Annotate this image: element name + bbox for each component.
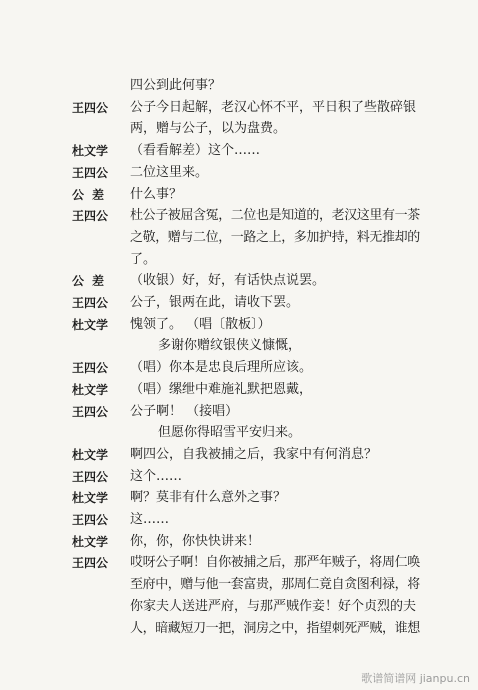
dialogue-text: 愧领了。 （唱〔散板〕）: [130, 316, 271, 332]
speaker-name: 杜文学: [72, 317, 109, 332]
speaker-name: 杜文学: [72, 144, 109, 159]
script-line: [0, 76, 478, 96]
dialogue-text: 人，暗藏短刀一把，洞房之中，指望刺死严贼，谁想: [130, 620, 420, 636]
dialogue-text: 啊四公，自我被捕之后，我家中有何消息？: [130, 446, 378, 462]
dialogue-text: 之敬，赠与二位，一路之上，多加护持，料无推却的: [130, 229, 420, 245]
script-line: [0, 228, 478, 248]
speaker-name: 王四公: [72, 209, 109, 224]
script-line: [0, 380, 478, 400]
dialogue-text: 公子今日起解，老汉心怀不平，平日积了些散碎银: [130, 99, 417, 115]
speaker-name: 王四公: [72, 404, 109, 419]
script-line: [0, 141, 478, 161]
script-line: [0, 402, 478, 422]
speaker-name: 王四公: [72, 469, 109, 484]
dialogue-text: 这……: [130, 512, 170, 527]
script-line: [0, 98, 478, 118]
script-line: [0, 163, 478, 183]
dialogue-text: 二位这里来。: [130, 164, 209, 180]
speaker-name: 王四公: [72, 556, 109, 571]
script-line: [0, 619, 478, 639]
site-watermark: 歌谱简谱网 jianpu.cn: [361, 672, 470, 685]
script-line: [0, 488, 478, 508]
script-line: [0, 423, 478, 443]
dialogue-text: 这个……: [130, 468, 183, 484]
dialogue-text: 多谢你赠纹银侠义慷慨，: [158, 338, 302, 354]
speaker-name: 公差: [72, 187, 113, 202]
speaker-name: 王四公: [72, 296, 109, 310]
dialogue-text: （收银）好，好，有话快点说罢。: [130, 273, 326, 289]
dialogue-text: 公子，银两在此，请收下罢。: [130, 295, 300, 310]
dialogue-text: （唱）你本是忠良后理所应该。: [130, 360, 313, 376]
script-line: [0, 206, 478, 226]
dialogue-text: 啊？莫非有什么意外之事？: [130, 490, 287, 506]
script-line: [0, 510, 478, 530]
speaker-name: 王四公: [72, 165, 109, 180]
dialogue-text: 了。: [130, 251, 157, 267]
dialogue-text: 什么事？: [130, 186, 183, 202]
dialogue-text: 你家夫人送进严府，与那严贼作妾！好个贞烈的夫: [130, 598, 417, 614]
script-line: [0, 597, 478, 617]
script-line: [0, 445, 478, 465]
speaker-name: 王四公: [72, 361, 109, 376]
script-line: [0, 271, 478, 291]
dialogue-text: 杜公子被屈含冤，二位也是知道的，老汉这里有一茶: [130, 208, 420, 224]
speaker-name: 杜文学: [72, 447, 109, 462]
script-line: [0, 532, 478, 552]
dialogue-text: （看看解差）这个……: [130, 143, 261, 159]
speaker-name: 杜文学: [72, 534, 109, 549]
script-line: [0, 553, 478, 573]
dialogue-text: 两，赠与公子，以为盘费。: [130, 121, 287, 137]
script-line: [0, 293, 478, 313]
dialogue-text: 四公到此何事？: [130, 78, 222, 93]
speaker-name: 王四公: [72, 513, 109, 527]
speaker-name: 公差: [72, 274, 113, 289]
speaker-name: 杜文学: [72, 382, 109, 397]
dialogue-text: 公子啊！ （接唱）: [130, 403, 239, 419]
speaker-name: 杜文学: [72, 491, 109, 506]
dialogue-text: 你，你，你快快讲来！: [130, 533, 261, 549]
script-line: [0, 250, 478, 270]
script-line: [0, 358, 478, 378]
script-line: [0, 119, 478, 139]
dialogue-text: 哎呀公子啊！自你被捕之后，那严年贼子，将周仁唤: [130, 555, 420, 571]
dialogue-text: 至府中，赠与他一套富贵，那周仁竟自贪图利禄，将: [130, 577, 420, 593]
script-line: [0, 185, 478, 205]
script-line: [0, 336, 478, 356]
script-line: [0, 575, 478, 595]
speaker-name: 王四公: [72, 100, 109, 115]
dialogue-text: 但愿你得昭雪平安归来。: [158, 425, 302, 441]
dialogue-text: （唱）缧绁中难施礼默把恩戴，: [130, 381, 313, 397]
script-line: [0, 315, 478, 335]
script-line: [0, 467, 478, 487]
